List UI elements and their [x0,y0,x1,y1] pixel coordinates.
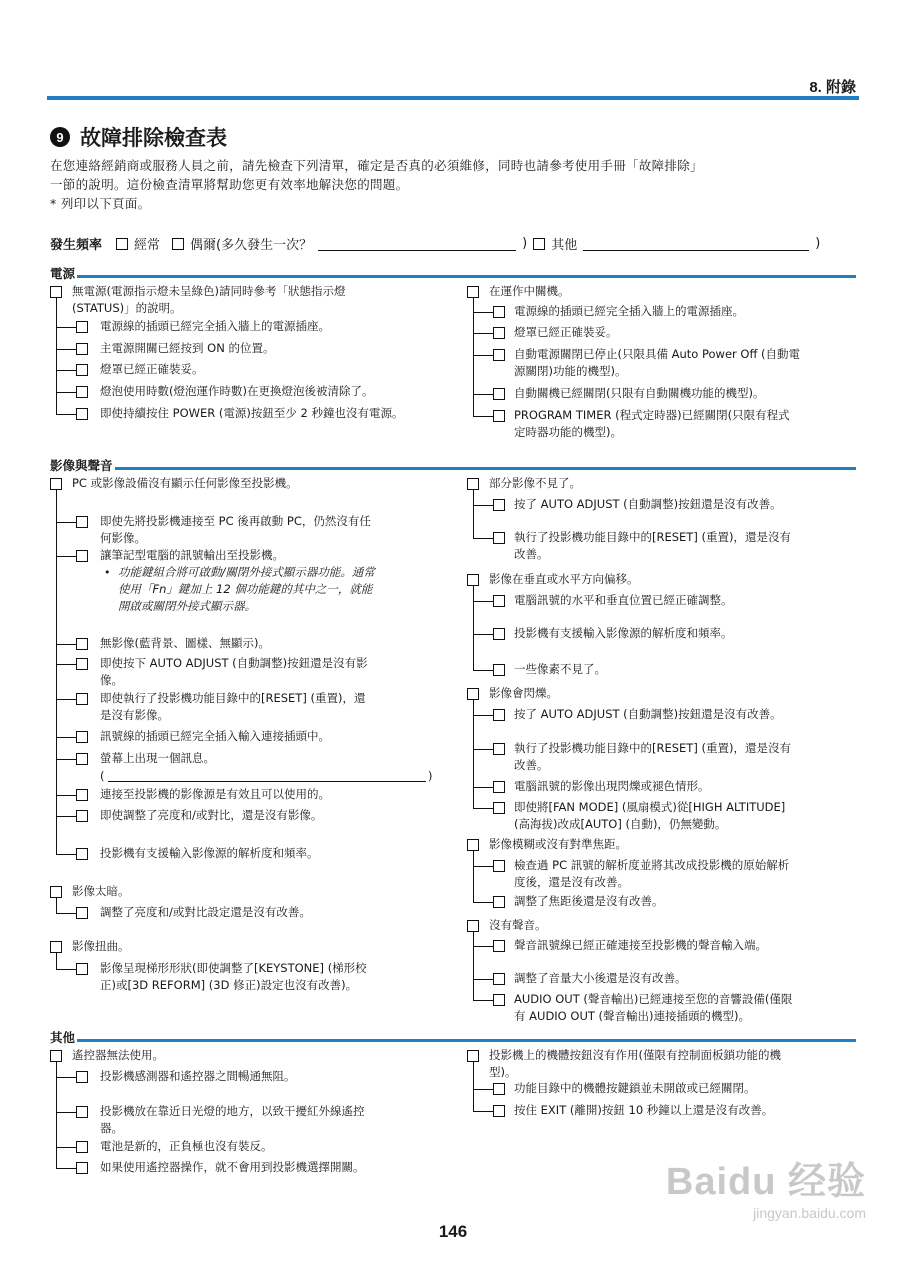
item-checkbox[interactable] [76,848,88,860]
frequency-sometimes-label: 偶爾(多久發生一次？ [190,238,313,253]
tree-connector [473,312,493,313]
group-heading: 沒有聲音。 [489,918,547,932]
checklist-item-text: 電池是新的，正負極也沒有裝反。 [100,1139,273,1153]
item-checkbox[interactable] [493,664,505,676]
group-heading: 遙控器無法使用。 [72,1048,164,1062]
tree-connector [473,979,493,980]
item-checkbox[interactable] [76,1106,88,1118]
group-checkbox[interactable] [467,839,479,851]
tree-line [473,586,474,670]
tree-connector [56,1147,76,1148]
section-av-heading [50,456,856,474]
item-checkbox[interactable] [76,693,88,705]
tree-connector [56,969,76,970]
group-checkbox[interactable] [50,1050,62,1062]
section-title: 影像與聲音 [50,458,113,473]
checklist-item-text: 投影機有支援輸入影像源的解析度和頻率。 [514,626,733,640]
header-rule [47,96,859,100]
item-checkbox[interactable] [76,550,88,562]
tree-connector [473,394,493,395]
checklist-item-text: 按了 AUTO ADJUST (自動調整)按鈕還是沒有改善。 [514,497,782,511]
item-checkbox[interactable] [493,306,505,318]
checklist-item-text: 如果使用遙控器操作，就不會用到投影機選擇開關。 [100,1160,365,1174]
group-heading: 無電源(電源指示燈未呈綠色)請同時參考「狀態指示燈 [72,284,346,298]
checklist-item-text: 讓筆記型電腦的訊號輸出至投影機。 [100,548,284,562]
frequency-label: 發生頻率 [50,238,103,253]
group-heading: 影像模糊或沒有對準焦距。 [489,837,627,851]
checklist-item-text: 像。 [100,673,123,687]
page-title-text: 故障排除檢查表 [80,126,227,150]
chapter-header: 8. 附錄 [809,79,856,96]
tree-connector [56,1077,76,1078]
checklist-item-text: 即使按下 AUTO ADJUST (自動調整)按鈕還是沒有影 [100,656,368,670]
checklist-item-text: 按住 EXIT (離開)按鈕 10 秒鐘以上還是沒有改善。 [514,1103,774,1117]
checklist-item-text: 即使先將投影機連接至 PC 後再啟動 PC，仍然沒有任 [100,514,371,528]
tree-line [473,298,474,416]
item-checkbox[interactable] [493,709,505,721]
tree-connector [473,749,493,750]
checklist-item-text: 燈泡使用時數(燈泡運作時數)在更換燈泡後被清除了。 [100,384,374,398]
item-checkbox[interactable] [76,810,88,822]
item-checkbox[interactable] [76,364,88,376]
item-checkbox[interactable] [493,896,505,908]
checklist-item-text: 訊號線的插頭已經完全插入輸入連接插頭中。 [100,729,330,743]
checklist-item-text: 投影機放在靠近日光燈的地方，以致干擾紅外線遙控 [100,1104,365,1118]
group-checkbox[interactable] [467,574,479,586]
checklist-item-text: 調整了亮度和/或對比設定還是沒有改善。 [100,905,311,919]
tree-line [473,490,474,538]
checklist-item-text: 功能鍵組合將可啟動/關閉外接式顯示器功能。通常 [118,565,375,579]
watermark-brand: Baidu 经验 [665,1161,866,1203]
tree-connector [56,795,76,796]
item-checkbox[interactable] [493,994,505,1006]
tree-connector [56,556,76,557]
tree-line [56,953,57,969]
item-checkbox[interactable] [76,753,88,765]
frequency-often-label: 經常 [134,238,161,253]
item-checkbox[interactable] [493,743,505,755]
watermark-url: jingyan.baidu.com [753,1205,866,1221]
checklist-item-text: ( [100,769,105,783]
tree-connector [473,787,493,788]
checklist-item-text: 即使執行了投影機功能目錄中的[RESET] (重置)，還 [100,691,366,705]
section-power-heading [50,264,856,282]
tree-connector [56,913,76,914]
item-checkbox[interactable] [76,1071,88,1083]
tree-connector [473,1000,493,1001]
tree-connector [473,902,493,903]
group-checkbox[interactable] [467,286,479,298]
checklist-item-text: 影像呈現梯形形狀(即使調整了[KEYSTONE] (梯形校 [100,961,367,975]
tree-connector [473,1089,493,1090]
tree-line [473,932,474,1000]
tree-connector [473,866,493,867]
group-heading: PC 或影像設備沒有顯示任何影像至投影機。 [72,476,298,490]
tree-connector [473,416,493,417]
item-checkbox[interactable] [493,973,505,985]
checklist-item-text: 是沒有影像。 [100,708,169,722]
item-checkbox[interactable] [493,1083,505,1095]
page-number: 146 [438,1222,468,1241]
item-checkbox[interactable] [493,1105,505,1117]
message-closing-paren: ) [428,769,433,783]
checklist-item-text: 即使持續按住 POWER (電源)按鈕至少 2 秒鐘也沒有電源。 [100,406,404,420]
tree-connector [56,522,76,523]
tree-line [56,298,57,414]
tree-connector [473,634,493,635]
tree-connector [56,1168,76,1169]
item-checkbox[interactable] [493,802,505,814]
checklist-item-text: 燈罩已經正確裝妥。 [100,362,204,376]
tree-connector [473,808,493,809]
checklist-item-text: 自動電源關閉已停止(只限具備 Auto Power Off (自動電 [514,347,801,361]
item-checkbox[interactable] [493,628,505,640]
item-checkbox[interactable] [76,1141,88,1153]
section-title: 其他 [50,1030,76,1045]
checklist-item-text: 調整了焦距後還是沒有改善。 [514,894,664,908]
frequency-often-checkbox[interactable] [116,238,128,250]
tree-connector [56,854,76,855]
checklist-item-text: 無影像(藍背景、圖樣、無顯示)。 [100,636,270,650]
tree-line [56,1062,57,1168]
checklist-item-text: 電腦訊號的影像出現閃爍或褪色情形。 [514,779,710,793]
tree-connector [473,333,493,334]
checklist-item-text: 一些像素不見了。 [514,662,606,676]
group-heading: 影像在垂直或水平方向偏移。 [489,572,639,586]
checklist-item-text: 主電源開關已經按到 ON 的位置。 [100,341,275,355]
checklist-item-text: 度後，還是沒有改善。 [514,875,629,889]
page-title [50,122,227,152]
section-number-badge: 9 [50,127,70,147]
checklist-item-text: 即使將[FAN MODE] (風扇模式)從[HIGH ALTITUDE] [514,800,786,814]
checklist-item-text: 執行了投影機功能目錄中的[RESET] (重置)，還是沒有 [514,741,791,755]
checklist-item-text: 即使調整了亮度和/或對比，還是沒有影像。 [100,808,323,822]
tree-connector [56,816,76,817]
item-checkbox[interactable] [493,940,505,952]
checklist-item-text: 聲音訊號線已經正確連接至投影機的聲音輸入端。 [514,938,767,952]
group-checkbox[interactable] [467,478,479,490]
watermark [666,1150,866,1221]
checklist-item-text: 電源線的插頭已經完全插入牆上的電源插座。 [100,319,330,333]
tree-connector [56,699,76,700]
checklist-item-text: 按了 AUTO ADJUST (自動調整)按鈕還是沒有改善。 [514,707,782,721]
frequency-other-label: 其他 [551,238,578,253]
group-heading: (STATUS)」的說明。 [72,301,182,315]
checklist-item-text: 燈罩已經正確裝妥。 [514,325,618,339]
checklist-item-text: 調整了音量大小後還是沒有改善。 [514,971,687,985]
checklist-item-text: 定時器功能的機型)。 [514,425,622,439]
frequency-paren: ) [815,236,821,251]
frequency-row [50,234,856,253]
tree-connector [56,1112,76,1113]
item-checkbox[interactable] [76,638,88,650]
item-checkbox[interactable] [493,595,505,607]
tree-connector [56,349,76,350]
item-checkbox[interactable] [76,386,88,398]
tree-connector [473,1111,493,1112]
checklist-item-text: 投影機感測器和遙控器之間暢通無阻。 [100,1069,296,1083]
group-checkbox[interactable] [467,688,479,700]
item-checkbox[interactable] [76,658,88,670]
group-checkbox[interactable] [50,478,62,490]
tree-line [473,1062,474,1111]
tree-line [56,490,57,854]
tree-line [473,851,474,902]
tree-connector [473,505,493,506]
frequency-other-field[interactable] [583,236,809,251]
frequency-interval-field[interactable] [318,236,516,251]
item-checkbox[interactable] [76,343,88,355]
checklist-item-text: 何影像。 [100,531,146,545]
message-blank-line [108,781,426,782]
checklist-item-text: (高海拔)改成[AUTO] (自動)，仍無變動。 [514,817,727,831]
item-checkbox[interactable] [76,789,88,801]
item-checkbox[interactable] [76,321,88,333]
checklist-item-text: 器。 [100,1121,123,1135]
group-checkbox[interactable] [50,941,62,953]
tree-connector [56,327,76,328]
section-other-heading [50,1028,856,1046]
checklist-item-text: 檢查過 PC 訊號的解析度並將其改成投影機的原始解析 [514,858,790,872]
tree-connector [56,737,76,738]
checklist-item-text: 改善。 [514,758,549,772]
group-heading: 影像會閃爍。 [489,686,558,700]
item-checkbox[interactable] [76,516,88,528]
tree-connector [56,370,76,371]
tree-connector [473,355,493,356]
group-heading: 投影機上的機體按鈕沒有作用(僅限有控制面板鎖功能的機 [489,1048,781,1062]
item-checkbox[interactable] [76,408,88,420]
intro-line: 一節的說明。這份檢查清單將幫助您更有效率地解決您的問題。 [50,177,409,192]
group-checkbox[interactable] [467,1050,479,1062]
checklist-item-text: 連接至投影機的影像源是有效且可以使用的。 [100,787,330,801]
tree-line [56,898,57,913]
checklist-item-text: 源關閉)功能的機型)。 [514,364,627,378]
item-checkbox[interactable] [76,731,88,743]
section-title: 電源 [50,266,76,281]
group-heading: 部分影像不見了。 [489,476,581,490]
frequency-other-checkbox[interactable] [533,238,545,250]
tree-connector [56,414,76,415]
tree-connector [473,670,493,671]
bullet-dot: • [104,566,111,579]
tree-connector [56,759,76,760]
checklist-item-text: 螢幕上出現一個訊息。 [100,751,215,765]
tree-connector [473,538,493,539]
checklist-item-text: 有 AUDIO OUT (聲音輸出)連接插頭的機型)。 [514,1009,751,1023]
intro-line: 在您連絡經銷商或服務人員之前，請先檢查下列清單，確定是否真的必須維修，同時也請參考使用手冊「故障排除」 [50,158,703,173]
tree-connector [473,601,493,602]
item-checkbox[interactable] [493,410,505,422]
group-heading: 影像扭曲。 [72,939,130,953]
item-checkbox[interactable] [493,532,505,544]
item-checkbox[interactable] [493,860,505,872]
tree-connector [56,644,76,645]
group-heading: 在運作中關機。 [489,284,570,298]
item-checkbox[interactable] [493,327,505,339]
group-heading: 型)。 [489,1065,517,1079]
checklist-item-text: 自動關機已經關閉(只限有自動關機功能的機型)。 [514,386,765,400]
checklist-item-text: 電腦訊號的水平和垂直位置已經正確調整。 [514,593,733,607]
checklist-item-text: 功能目錄中的機體按鍵鎖並未開啟或已經關閉。 [514,1081,756,1095]
item-checkbox[interactable] [76,963,88,975]
item-checkbox[interactable] [76,1162,88,1174]
item-checkbox[interactable] [76,907,88,919]
tree-connector [56,664,76,665]
intro-text [50,156,856,213]
checklist-item-text: 改善。 [514,547,549,561]
group-checkbox[interactable] [467,920,479,932]
checklist-item-text: 電源線的插頭已經完全插入牆上的電源插座。 [514,304,744,318]
checklist-item-text: 正)或[3D REFORM] (3D 修正)設定也沒有改善)。 [100,978,358,992]
tree-line [473,700,474,808]
group-checkbox[interactable] [50,286,62,298]
checklist-item-text: PROGRAM TIMER (程式定時器)已經關閉(只限有程式 [514,408,790,422]
item-checkbox[interactable] [493,388,505,400]
checklist-item-text: 執行了投影機功能目錄中的[RESET] (重置)，還是沒有 [514,530,791,544]
checklist-item-text: 投影機有支援輸入影像源的解析度和頻率。 [100,846,319,860]
checklist-item-text: 開啟或關閉外接式顯示器。 [118,599,256,613]
intro-line: * 列印以下頁面。 [50,196,151,211]
checklist-item-text: AUDIO OUT (聲音輸出)已經連接至您的音響設備(僅限 [514,992,793,1006]
item-checkbox[interactable] [493,499,505,511]
group-heading: 影像太暗。 [72,884,130,898]
tree-connector [56,392,76,393]
item-checkbox[interactable] [493,349,505,361]
tree-connector [473,715,493,716]
frequency-sometimes-checkbox[interactable] [172,238,184,250]
group-checkbox[interactable] [50,886,62,898]
item-checkbox[interactable] [493,781,505,793]
checklist-item-text: 使用「Fn」鍵加上 12 個功能鍵的其中之一，就能 [118,582,373,596]
frequency-paren: ) [522,236,528,251]
tree-connector [473,946,493,947]
